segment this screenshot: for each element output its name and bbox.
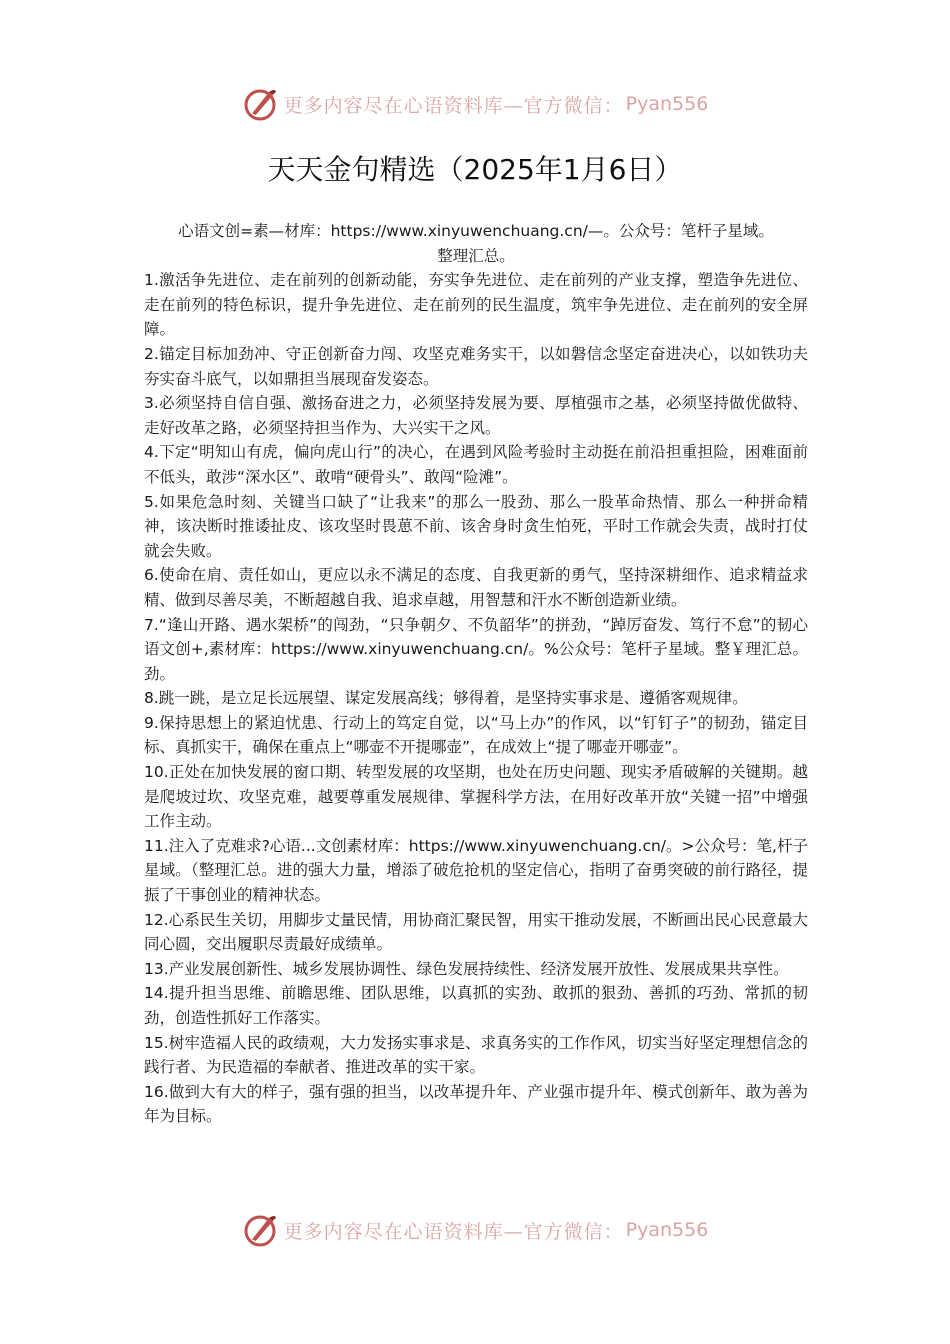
- list-item: 8.跳一跳，是立足长远展望、谋定发展高线；够得着，是坚持实事求是、遵循客观规律。: [144, 689, 748, 708]
- list-item: 3.必须坚持自信自强、激扬奋进之力，必须坚持发展为要、厚植强市之基，必须坚持做优做特、走好改革之路，必须坚持担当作为、大兴实干之风。: [144, 394, 808, 437]
- list-item: 1.激活争先进位、走在前列的创新动能，夯实争先进位、走在前列的产业支撑，塑造争先进位、走在前列的特色标识，提升争先进位、走在前列的民生温度，筑牢争先进位、走在前列的安全屏障。: [144, 271, 808, 339]
- list-item: 11.注入了克难求?心语...文创素材库：https://www.xinyuwenchuang.cn/。>公众号：笔,杆子星域。（整理汇总。进的强大力量，增添了破危抢机的坚定信心，指明了奋勇突破的前行路径，提振了干事创业的精神状态。: [144, 836, 808, 905]
- list-item: 15.树牢造福人民的政绩观，大力发扬实事求是、求真务实的工作作风，切实当好坚定理想信念的践行者、为民造福的奉献者、推进改革的实干家。: [144, 1033, 808, 1077]
- list-item: 6.使命在肩、责任如山，更应以永不满足的态度、自我更新的勇气，坚持深耕细作、追求精益求精、做到尽善尽美，不断超越自我、追求卓越，用智慧和汗水不断创造新业绩。: [144, 566, 808, 609]
- quill-pen-logo-icon: [242, 86, 278, 122]
- list-item: 4.下定“明知山有虎，偏向虎山行”的决心，在遇到风险考验时主动挺在前沿担重担险，困难面前不低头，敢涉“深水区”、敢啃“硬骨头”、敢闯“险滩”。: [144, 443, 808, 486]
- list-item: 10.正处在加快发展的窗口期、转型发展的攻坚期，也处在历史问题、现实矛盾破解的关键期。越是爬坡过坎、攻坚克难，越要尊重发展规律、掌握科学方法，在用好改革开放“关键一招”中增强工作主动。: [144, 763, 808, 831]
- banner-text: 更多内容尽在心语资料库—官方微信：: [283, 94, 624, 117]
- banner-text: 更多内容尽在心语资料库—官方微信：: [283, 1220, 624, 1243]
- source-line-continued: 整理汇总。: [437, 246, 515, 265]
- footer-banner: [0, 1208, 950, 1252]
- list-item: 5.如果危急时刻、关键当口缺了“让我来”的那么一股劲、那么一股革命热情、那么一种拼命精神，该决断时推诿扯皮、该攻坚时畏葸不前、该舍身时贪生怕死，平时工作就会失责，战时打仗就会失败。: [144, 492, 808, 560]
- banner-contact: Pyan556: [625, 1219, 709, 1241]
- page-title: 天天金句精选（2025年1月6日）: [267, 153, 683, 186]
- list-item: 7.“逢山开路、遇水架桥”的闯劲，“只争朝夕、不负韶华”的拼劲，“踔厉奋发、笃行不怠”的韧心语文创+,素材库：https://www.xinyuwenchuang.cn/。%公众号：笔杆子星域。整￥理汇总。劲。: [144, 615, 808, 683]
- list-item: 12.心系民生关切，用脚步丈量民情，用协商汇聚民智，用实干推动发展，不断画出民心民意最大同心圆，交出履职尽责最好成绩单。: [144, 910, 808, 954]
- header-banner: [0, 82, 950, 126]
- list-item: 14.提升担当思维、前瞻思维、团队思维，以真抓的实劲、敢抓的狠劲、善抓的巧劲、常抓的韧劲，创造性抓好工作落实。: [144, 984, 808, 1027]
- list-item: 2.锚定目标加劲冲、守正创新奋力闯、攻坚克难务实干，以如磐信念坚定奋进决心，以如铁功夫夯实奋斗底气，以如鼎担当展现奋发姿态。: [144, 344, 808, 388]
- quill-pen-logo-icon: [242, 1212, 278, 1248]
- list-item: 13.产业发展创新性、城乡发展协调性、绿色发展持续性、经济发展开放性、发展成果共享性。: [144, 959, 789, 978]
- banner-contact: Pyan556: [625, 93, 709, 115]
- source-line: 心语文创=素—材库：https://www.xinyuwenchuang.cn/—。公众号：笔杆子星域。: [178, 222, 774, 240]
- list-item: 16.做到大有大的样子，强有强的担当，以改革提升年、产业强市提升年、模式创新年、敢为善为年为目标。: [144, 1082, 808, 1126]
- document-body: [144, 219, 808, 1129]
- list-item: 9.保持思想上的紧迫忧患、行动上的笃定自觉，以“马上办”的作风，以“钉钉子”的韧劲，锚定目标、真抓实干，确保在重点上“哪壶不开提哪壶”，在成效上“提了哪壶开哪壶”。: [144, 713, 808, 757]
